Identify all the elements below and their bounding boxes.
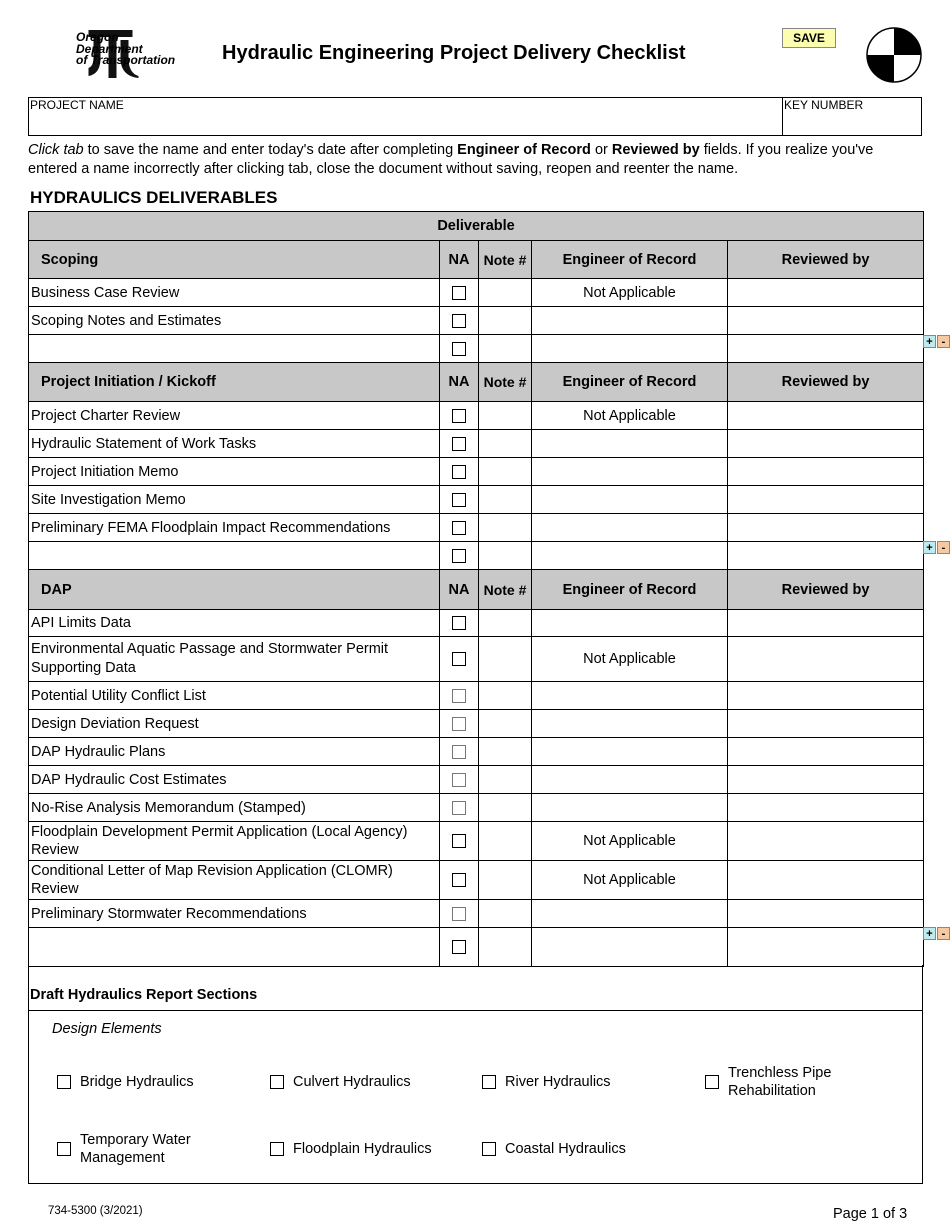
- note-field[interactable]: [479, 458, 532, 486]
- design-elements-label: Design Elements: [52, 1021, 162, 1037]
- option-culvert-hydraulics[interactable]: Culvert Hydraulics: [270, 1073, 411, 1091]
- table-row: [29, 307, 924, 335]
- table-row: [29, 335, 924, 363]
- deliverable-label: Project Charter Review: [29, 402, 440, 430]
- engineer-field[interactable]: [532, 307, 728, 335]
- engineer-field[interactable]: [532, 794, 728, 822]
- na-checkbox[interactable]: [452, 286, 466, 300]
- reviewed-by-field[interactable]: [728, 430, 924, 458]
- note-field[interactable]: [479, 542, 532, 570]
- deliverable-label: Environmental Aquatic Passage and Stormwater Permit Supporting Data: [29, 637, 440, 682]
- deliverables-heading: HYDRAULICS DELIVERABLES: [30, 188, 278, 207]
- na-checkbox[interactable]: [452, 437, 466, 451]
- instructions: Click tab to save the name and enter today's date after completing Engineer of Record or Reviewed by fields. If you realize you've entered a name incorrectly after clicking tab, close the document without saving, reopen and reenter the name.: [28, 142, 874, 177]
- reviewed-by-field[interactable]: [728, 307, 924, 335]
- na-checkbox[interactable]: [452, 834, 466, 848]
- note-field[interactable]: [479, 928, 532, 967]
- remove-row-button[interactable]: -: [937, 927, 950, 940]
- deliverables-table: [28, 211, 924, 967]
- project-name-label: PROJECT NAME: [30, 98, 124, 112]
- engineer-field[interactable]: [532, 900, 728, 928]
- option-trenchless-pipe-rehabilitation[interactable]: Trenchless Pipe Rehabilitation: [705, 1064, 848, 1100]
- initiation-title: Project Initiation / Kickoff: [29, 363, 440, 402]
- na-checkbox[interactable]: [452, 409, 466, 423]
- checkbox[interactable]: [482, 1142, 496, 1156]
- checkbox[interactable]: [270, 1142, 284, 1156]
- table-row: [29, 900, 924, 928]
- table-row: [29, 430, 924, 458]
- na-checkbox[interactable]: [452, 940, 466, 954]
- na-checkbox[interactable]: [452, 616, 466, 630]
- note-field[interactable]: [479, 514, 532, 542]
- scoping-row-controls: [923, 335, 950, 348]
- table-row: [29, 928, 924, 967]
- note-field[interactable]: [479, 766, 532, 794]
- remove-row-button[interactable]: -: [937, 541, 950, 554]
- engineer-field[interactable]: [532, 766, 728, 794]
- deliverable-label: Potential Utility Conflict List: [29, 682, 440, 710]
- na-checkbox[interactable]: [452, 801, 466, 815]
- na-checkbox[interactable]: [452, 773, 466, 787]
- reviewed-by-field[interactable]: [728, 928, 924, 967]
- checkbox[interactable]: [705, 1075, 719, 1089]
- deliverable-label: No-Rise Analysis Memorandum (Stamped): [29, 794, 440, 822]
- deliverable-header: Deliverable: [29, 212, 924, 241]
- deliverable-label: Scoping Notes and Estimates: [29, 307, 440, 335]
- reviewed-by-field[interactable]: [728, 710, 924, 738]
- draft-report-title: Draft Hydraulics Report Sections: [30, 987, 258, 1003]
- engineer-field: Not Applicable: [532, 822, 728, 861]
- note-field[interactable]: [479, 430, 532, 458]
- engineer-field: Not Applicable: [532, 861, 728, 900]
- na-checkbox[interactable]: [452, 907, 466, 921]
- key-number-input[interactable]: [784, 114, 918, 134]
- page-number: Page 1 of 3: [833, 1206, 908, 1222]
- dap-row-controls: [923, 927, 950, 940]
- table-row: [29, 682, 924, 710]
- note-field[interactable]: [479, 682, 532, 710]
- engineer-field: Not Applicable: [532, 402, 728, 430]
- engineer-field[interactable]: [532, 486, 728, 514]
- note-field[interactable]: [479, 402, 532, 430]
- deliverable-label: DAP Hydraulic Plans: [29, 738, 440, 766]
- add-row-button[interactable]: +: [923, 541, 936, 554]
- checkbox[interactable]: [270, 1075, 284, 1089]
- option-temporary-water-management[interactable]: Temporary Water Management: [57, 1131, 220, 1167]
- reviewed-by-field[interactable]: [728, 486, 924, 514]
- engineer-field[interactable]: [532, 542, 728, 570]
- na-checkbox[interactable]: [452, 689, 466, 703]
- col-engineer-of-record: Engineer of Record: [532, 241, 728, 279]
- deliverable-label: Project Initiation Memo: [29, 458, 440, 486]
- table-row: [29, 794, 924, 822]
- reviewed-by-field[interactable]: [728, 458, 924, 486]
- note-field[interactable]: [479, 610, 532, 637]
- table-row: [29, 637, 924, 682]
- engineer-field[interactable]: [532, 335, 728, 363]
- initiation-header-row: [29, 363, 924, 402]
- reviewed-by-field[interactable]: [728, 610, 924, 637]
- note-field[interactable]: [479, 822, 532, 861]
- col-engineer-of-record: Engineer of Record: [532, 363, 728, 402]
- engineer-field[interactable]: [532, 738, 728, 766]
- scoping-header-row: [29, 241, 924, 279]
- odot-logo-text: Oregon Department of Transportation: [76, 30, 176, 67]
- col-na: NA: [440, 241, 479, 279]
- option-coastal-hydraulics[interactable]: Coastal Hydraulics: [482, 1140, 626, 1158]
- na-checkbox[interactable]: [452, 652, 466, 666]
- table-row: [29, 610, 924, 637]
- deliverable-label: Design Deviation Request: [29, 710, 440, 738]
- reviewed-by-field[interactable]: [728, 682, 924, 710]
- engineer-field[interactable]: [532, 514, 728, 542]
- reviewed-by-field[interactable]: [728, 279, 924, 307]
- col-reviewed-by: Reviewed by: [728, 570, 924, 610]
- na-checkbox[interactable]: [452, 873, 466, 887]
- deliverable-label: Hydraulic Statement of Work Tasks: [29, 430, 440, 458]
- col-na: NA: [440, 570, 479, 610]
- form-number: 734-5300 (3/2021): [48, 1205, 143, 1217]
- table-row: [29, 514, 924, 542]
- engineer-field: Not Applicable: [532, 279, 728, 307]
- note-field[interactable]: [479, 637, 532, 682]
- col-reviewed-by: Reviewed by: [728, 241, 924, 279]
- reviewed-by-field[interactable]: [728, 822, 924, 861]
- engineer-field: Not Applicable: [532, 637, 728, 682]
- na-checkbox[interactable]: [452, 549, 466, 563]
- project-name-input[interactable]: [30, 114, 778, 134]
- draft-divider: [28, 1010, 923, 1011]
- col-note: Note #: [479, 570, 532, 610]
- deliverable-label: DAP Hydraulic Cost Estimates: [29, 766, 440, 794]
- deliverable-input[interactable]: [29, 928, 440, 967]
- col-reviewed-by: Reviewed by: [728, 363, 924, 402]
- table-row: [29, 542, 924, 570]
- engineer-field[interactable]: [532, 458, 728, 486]
- col-note: Note #: [479, 241, 532, 279]
- col-engineer-of-record: Engineer of Record: [532, 570, 728, 610]
- note-field[interactable]: [479, 861, 532, 900]
- table-row: [29, 738, 924, 766]
- reviewed-by-field[interactable]: [728, 335, 924, 363]
- note-field[interactable]: [479, 486, 532, 514]
- table-row: [29, 766, 924, 794]
- initiation-row-controls: [923, 541, 950, 554]
- deliverable-label: API Limits Data: [29, 610, 440, 637]
- checkbox[interactable]: [57, 1142, 71, 1156]
- note-field[interactable]: [479, 710, 532, 738]
- deliverable-label: Site Investigation Memo: [29, 486, 440, 514]
- reviewed-by-field[interactable]: [728, 794, 924, 822]
- reviewed-by-field[interactable]: [728, 900, 924, 928]
- deliverable-label: Floodplain Development Permit Application (Local Agency) Review: [29, 822, 440, 861]
- table-row: [29, 458, 924, 486]
- dap-title: DAP: [29, 570, 440, 610]
- project-divider: [782, 97, 783, 136]
- checkbox[interactable]: [57, 1075, 71, 1089]
- deliverable-input[interactable]: [29, 542, 440, 570]
- note-field[interactable]: [479, 307, 532, 335]
- scoping-title: Scoping: [29, 241, 440, 279]
- na-checkbox[interactable]: [452, 314, 466, 328]
- table-row: [29, 861, 924, 900]
- na-checkbox[interactable]: [452, 493, 466, 507]
- na-checkbox[interactable]: [452, 342, 466, 356]
- add-row-button[interactable]: +: [923, 927, 936, 940]
- na-checkbox[interactable]: [452, 745, 466, 759]
- note-field[interactable]: [479, 738, 532, 766]
- na-checkbox[interactable]: [452, 521, 466, 535]
- reviewed-by-field[interactable]: [728, 542, 924, 570]
- note-field[interactable]: [479, 900, 532, 928]
- deliverable-label: Preliminary FEMA Floodplain Impact Recommendations: [29, 514, 440, 542]
- deliverable-label: Business Case Review: [29, 279, 440, 307]
- reviewed-by-field[interactable]: [728, 861, 924, 900]
- add-row-button[interactable]: +: [923, 335, 936, 348]
- col-note: Note #: [479, 363, 532, 402]
- table-row: [29, 822, 924, 861]
- reviewed-by-field[interactable]: [728, 766, 924, 794]
- option-floodplain-hydraulics[interactable]: Floodplain Hydraulics: [270, 1140, 432, 1158]
- engineer-field[interactable]: [532, 928, 728, 967]
- col-na: NA: [440, 363, 479, 402]
- registration-target-icon: [866, 27, 922, 83]
- table-row: [29, 486, 924, 514]
- table-row: [29, 402, 924, 430]
- deliverable-input[interactable]: [29, 335, 440, 363]
- note-field[interactable]: [479, 335, 532, 363]
- engineer-field[interactable]: [532, 610, 728, 637]
- na-checkbox[interactable]: [452, 465, 466, 479]
- note-field[interactable]: [479, 279, 532, 307]
- option-river-hydraulics[interactable]: River Hydraulics: [482, 1073, 611, 1091]
- reviewed-by-field[interactable]: [728, 738, 924, 766]
- reviewed-by-field[interactable]: [728, 637, 924, 682]
- engineer-field[interactable]: [532, 710, 728, 738]
- table-row: [29, 279, 924, 307]
- key-number-label: KEY NUMBER: [784, 98, 864, 112]
- reviewed-by-field[interactable]: [728, 514, 924, 542]
- note-field[interactable]: [479, 794, 532, 822]
- dap-header-row: [29, 570, 924, 610]
- na-checkbox[interactable]: [452, 717, 466, 731]
- deliverable-label: Preliminary Stormwater Recommendations: [29, 900, 440, 928]
- remove-row-button[interactable]: -: [937, 335, 950, 348]
- option-bridge-hydraulics[interactable]: Bridge Hydraulics: [57, 1073, 194, 1091]
- checkbox[interactable]: [482, 1075, 496, 1089]
- engineer-field[interactable]: [532, 682, 728, 710]
- engineer-field[interactable]: [532, 430, 728, 458]
- table-row: [29, 710, 924, 738]
- deliverable-label: Conditional Letter of Map Revision Application (CLOMR) Review: [29, 861, 440, 900]
- save-button[interactable]: SAVE: [782, 28, 836, 48]
- page-title: Hydraulic Engineering Project Delivery Checklist: [222, 42, 686, 64]
- reviewed-by-field[interactable]: [728, 402, 924, 430]
